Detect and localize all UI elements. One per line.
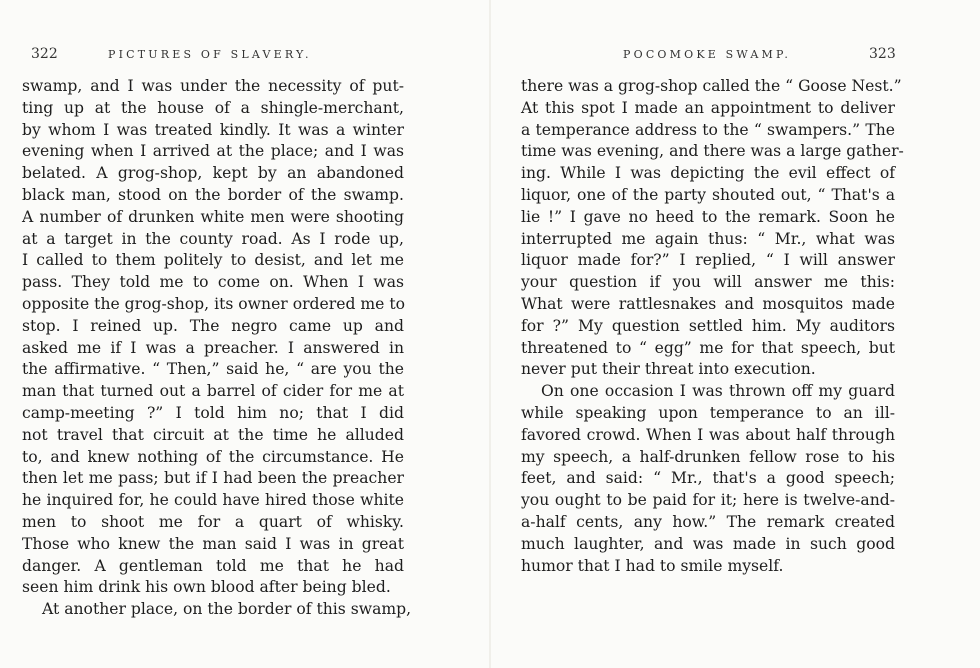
text-line: much laughter, and was made in such good bbox=[521, 534, 895, 553]
page-body-text bbox=[22, 76, 412, 621]
text-line: never put their threat into execution. bbox=[521, 360, 816, 379]
text-line: ing. While I was depicting the evil effect of bbox=[521, 164, 895, 183]
text-line: there was a grog-shop called the “ Goose Nest.” bbox=[521, 77, 902, 95]
running-head: POCOMOKE SWAMP. bbox=[623, 48, 792, 61]
text-line: threatened to “ egg” me for that speech, but bbox=[521, 338, 895, 357]
text-line: What were rattlesnakes and mosquitos made bbox=[521, 294, 895, 313]
text-line: humor that I had to smile myself. bbox=[521, 556, 784, 575]
paragraph-start-line: At another place, on the border of this swamp, bbox=[42, 600, 412, 619]
text-line: At this spot I made an appointment to deliver bbox=[521, 98, 895, 117]
text-line: black man, stood on the border of the swamp. bbox=[22, 185, 404, 204]
text-line: your question if you will answer me this: bbox=[521, 273, 895, 292]
text-line: feet, and said: “ Mr., that's a good speech; bbox=[521, 469, 895, 488]
text-line: interrupted me again thus: “ Mr., what was bbox=[521, 229, 895, 248]
text-line: A number of drunken white men were shooting bbox=[22, 207, 404, 226]
text-line: to, and knew nothing of the circumstance. He bbox=[22, 447, 404, 466]
page-body-text bbox=[521, 76, 904, 577]
text-line: not travel that circuit at the time he alluded bbox=[22, 425, 404, 444]
text-line: you ought to be paid for it; here is twelve-and- bbox=[521, 491, 895, 510]
text-line: camp-meeting ?” I told him no; that I did bbox=[22, 403, 404, 422]
right-page bbox=[490, 0, 980, 668]
running-head: PICTURES OF SLAVERY. bbox=[108, 48, 312, 61]
text-line: danger. A gentleman told me that he had bbox=[22, 556, 404, 575]
text-line: liquor made for?” I replied, “ I will answer bbox=[521, 251, 895, 270]
text-line: asked me if I was a preacher. I answered in bbox=[22, 338, 404, 357]
text-line: a-half cents, any how.” The remark created bbox=[521, 512, 895, 531]
text-line: then let me pass; but if I had been the preacher bbox=[22, 469, 404, 488]
paragraph-start-line: On one occasion I was thrown off my guard bbox=[541, 382, 895, 401]
text-line: he inquired for, he could have hired those white bbox=[22, 491, 404, 510]
text-line: at a target in the county road. As I rode up, bbox=[22, 229, 404, 248]
text-line: evening when I arrived at the place; and I was bbox=[22, 142, 404, 161]
text-line: ting up at the house of a shingle-merchant, bbox=[22, 98, 404, 117]
text-line: a temperance address to the “ swampers.” The bbox=[521, 120, 895, 139]
page-number: 322 bbox=[31, 46, 58, 62]
text-line: my speech, a half-drunken fellow rose to his bbox=[521, 447, 895, 466]
text-line: opposite the grog-shop, its owner ordered me to bbox=[22, 294, 406, 313]
text-line: man that turned out a barrel of cider for me at bbox=[22, 382, 404, 401]
page-number: 323 bbox=[869, 46, 896, 62]
text-line: I called to them politely to desist, and let me bbox=[22, 251, 404, 270]
text-line: by whom I was treated kindly. It was a winter bbox=[22, 120, 404, 139]
text-line: pass. They told me to come on. When I was bbox=[22, 273, 404, 292]
text-line: lie !” I gave no heed to the remark. Soon he bbox=[521, 207, 895, 226]
text-line: while speaking upon temperance to an ill- bbox=[521, 403, 895, 422]
text-line: stop. I reined up. The negro came up and bbox=[22, 316, 404, 335]
text-line: time was evening, and there was a large gather- bbox=[521, 142, 904, 161]
text-line: favored crowd. When I was about half through bbox=[521, 425, 895, 444]
text-line: swamp, and I was under the necessity of put- bbox=[22, 77, 404, 95]
text-line: men to shoot me for a quart of whisky. bbox=[22, 512, 404, 531]
text-line: seen him drink his own blood after being bled. bbox=[22, 578, 391, 597]
text-line: belated. A grog-shop, kept by an abandoned bbox=[22, 164, 404, 183]
text-line: liquor, one of the party shouted out, “ That's a bbox=[521, 185, 895, 204]
text-line: the affirmative. “ Then,” said he, “ are you the bbox=[22, 360, 404, 379]
text-line: Those who knew the man said I was in great bbox=[22, 534, 404, 553]
text-line: for ?” My question settled him. My auditors bbox=[521, 316, 895, 335]
